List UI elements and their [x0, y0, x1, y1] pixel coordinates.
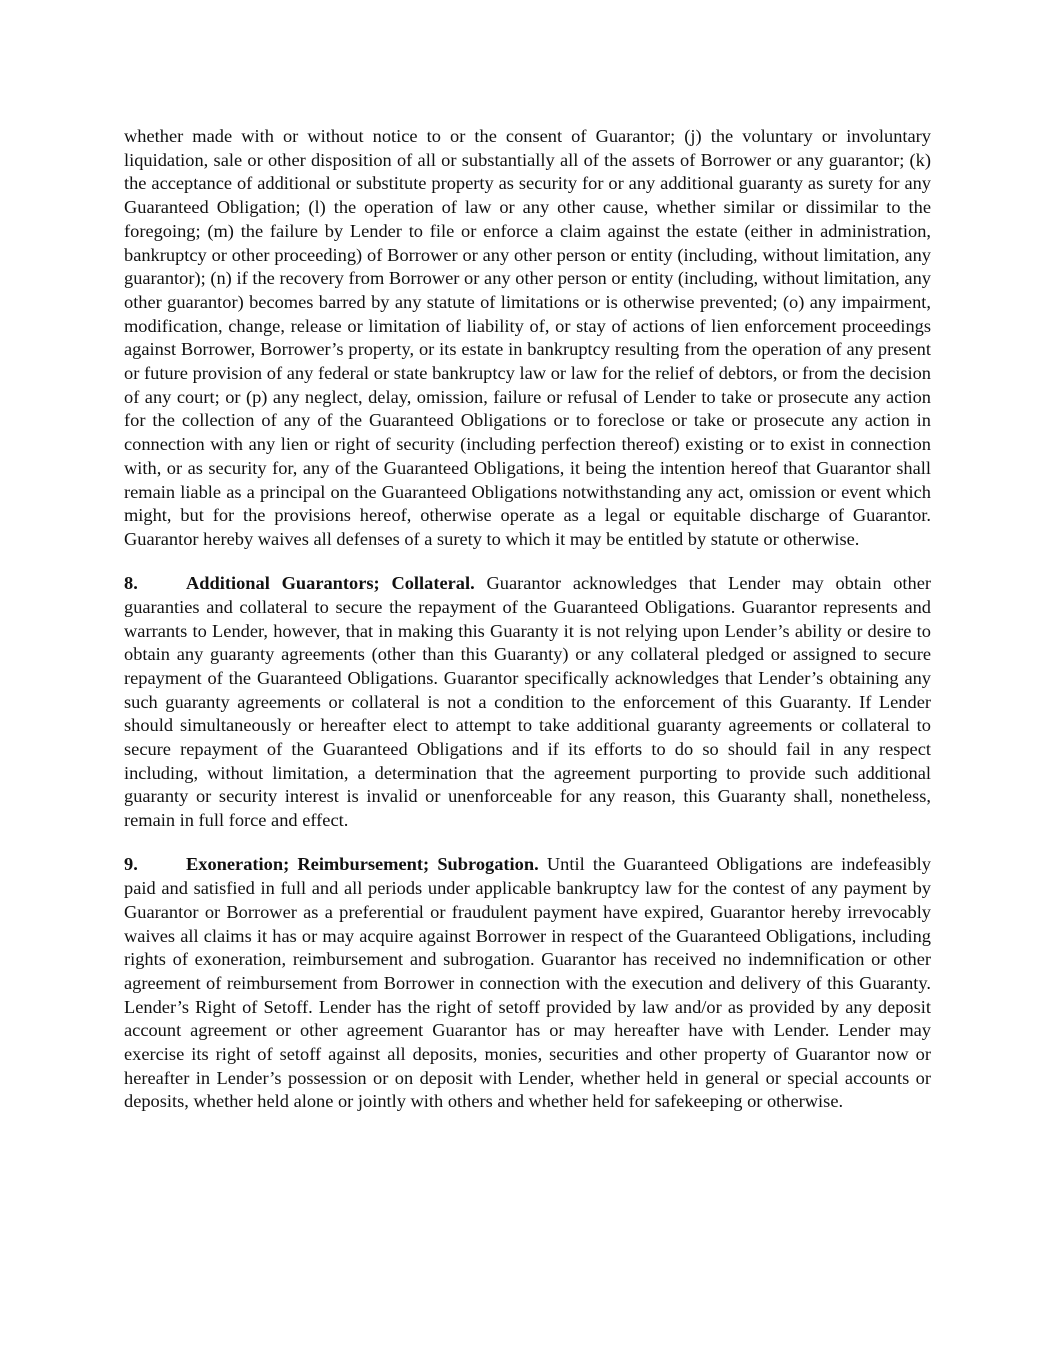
section-number: 9.	[124, 854, 138, 875]
continuation-paragraph: whether made with or without notice to or the consent of Guarantor; (j) the voluntary or involuntary liquidation, sale or other disposition of all or substantially all of the assets of Borrower or any guarantor; (k) the acceptance of additional or substitute property as security for or any additional guaranty as surety for any Guaranteed Obligation; (l) the operation of law or any other cause, whether similar or dissimilar to the foregoing; (m) the failure by Lender to file or enforce a claim against the estate (either in administration, bankruptcy or other proceeding) of Borrower or any other person or entity (including, without limitation, any guarantor); (n) if the recovery from Borrower or any other person or entity (including, without limitation, any other guarantor) becomes barred by any statute of limitations or is otherwise prevented; (o) any impairment, modification, change, release or limitation of liability of, or stay of actions of lien enforcement proceedings against Borrower, Borrower’s property, or its estate in bankruptcy resulting from the operation of any present or future provision of any federal or state bankruptcy law or law for the relief of debtors, or from the decision of any court; or (p) any neglect, delay, omission, failure or refusal of Lender to take or prosecute any action for the collection of any of the Guaranteed Obligations or to foreclose or take or prosecute any action in connection with any lien or right of security (including perfection thereof) existing or to exist in connection with, or as security for, any of the Guaranteed Obligations, it being the intention hereof that Guarantor shall remain liable as a principal on the Guaranteed Obligations notwithstanding any act, omission or event which might, but for the provisions hereof, otherwise operate as a legal or equitable discharge of Guarantor. Guarantor hereby waives all defenses of a surety to which it may be entitled by statute or otherwise.	[124, 126, 931, 549]
section-heading: Exoneration; Reimbursement; Subrogation.	[186, 854, 539, 875]
section-number: 8.	[124, 573, 138, 594]
section-body: Guarantor acknowledges that Lender may obtain other guaranties and collateral to secure the repayment of the Guaranteed Obligations. Guarantor represents and warrants to Lender, however, that in making this Guaranty it is not relying upon Lender’s ability or desire to obtain any guaranty agreements (other than this Guaranty) or any collateral pledged or assigned to secure repayment of the Guaranteed Obligations. Guarantor specifically acknowledges that Lender’s obtaining any such guaranty agreements or collateral is not a condition to the enforcement of this Guaranty. If Lender should simultaneously or hereafter elect to attempt to take additional guaranty agreements or collateral to secure repayment of the Guaranteed Obligations and if its efforts to do so should fail in any respect including, without limitation, a determination that the agreement purporting to provide such additional guaranty or security interest is invalid or unenforceable for any reason, this Guaranty shall, nonetheless, remain in full force and effect.	[124, 573, 931, 831]
section-body: Until the Guaranteed Obligations are indefeasibly paid and satisfied in full and all periods under applicable bankruptcy law for the contest of any payment by Guarantor or Borrower as a preferential or fraudulent payment have expired, Guarantor hereby irrevocably waives all claims it has or may acquire against Borrower in respect of the Guaranteed Obligations, including rights of exoneration, reimbursement and subrogation. Guarantor has received no indemnification or other agreement of reimbursement from Borrower in connection with the execution and delivery of this Guaranty. Lender’s Right of Setoff. Lender has the right of setoff provided by law and/or as provided by any deposit account agreement or other agreement Guarantor has or may hereafter have with Lender. Lender may exercise its right of setoff against all deposits, monies, securities and other property of Guarantor now or hereafter in Lender’s possession or on deposit with Lender, whether held in general or special accounts or deposits, whether held alone or jointly with others and whether held for safekeeping or otherwise.	[124, 854, 931, 1112]
section-9-paragraph	[124, 853, 931, 1114]
section-heading: Additional Guarantors; Collateral.	[186, 573, 475, 594]
document-page	[124, 125, 931, 1135]
section-8-paragraph	[124, 572, 931, 833]
